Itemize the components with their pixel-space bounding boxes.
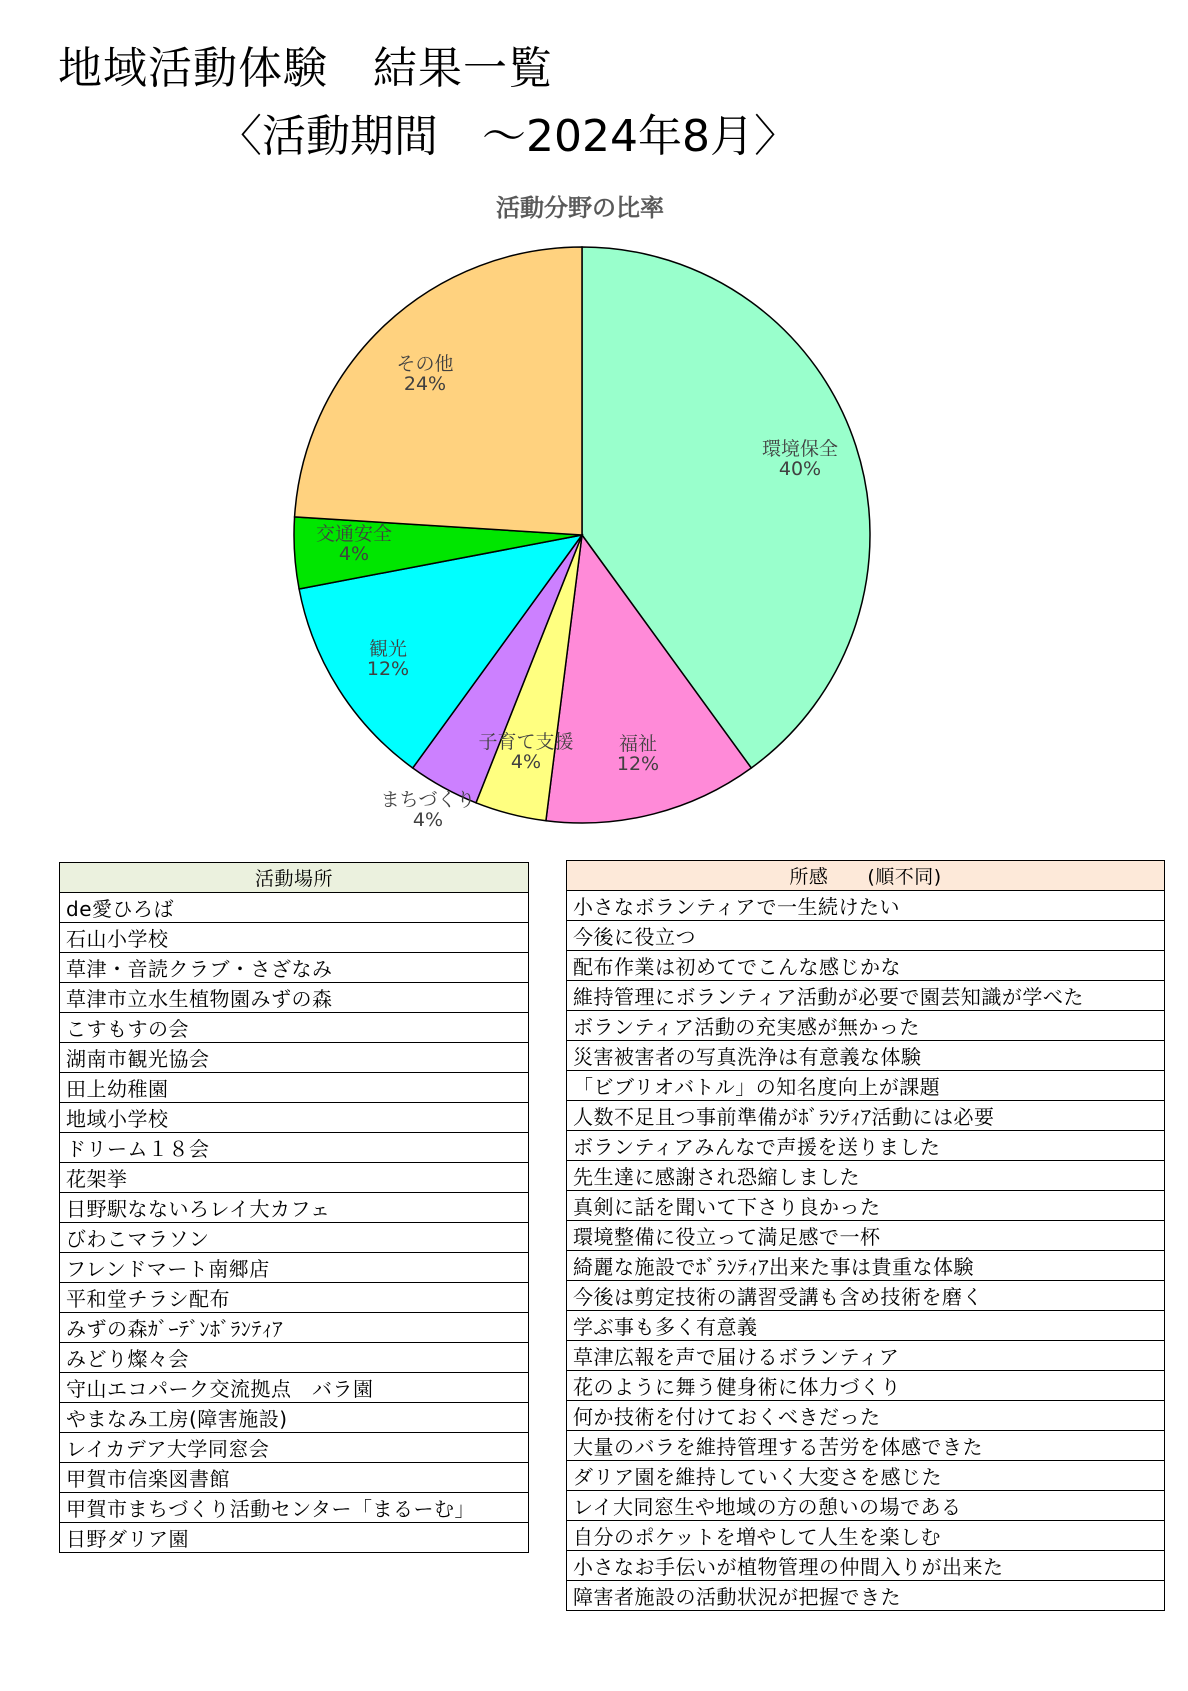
place-row-cell: 日野駅なないろレイ大カフェ	[60, 1193, 529, 1223]
slice-label-0: 環境保全	[761, 438, 839, 460]
slice-label-3: まちづくり	[380, 789, 476, 811]
slice-label-5: 交通安全	[315, 523, 393, 545]
place-row-cell: 草津・音読クラブ・さざなみ	[60, 953, 529, 983]
note-row-cell: 障害者施設の活動状況が把握できた	[567, 1581, 1165, 1611]
chart-title: 活動分野の比率	[496, 194, 664, 222]
place-row	[60, 1073, 529, 1103]
place-row-cell: 平和堂チラシ配布	[60, 1283, 529, 1313]
place-row-cell: みどり燦々会	[60, 1343, 529, 1373]
slice-value-label-1: 12%	[616, 753, 660, 775]
note-row-cell: ボランティア活動の充実感が無かった	[567, 1011, 1165, 1041]
place-row-cell: 田上幼稚園	[60, 1073, 529, 1103]
note-row	[567, 1221, 1165, 1251]
places-table-header: 活動場所	[60, 863, 529, 893]
place-row	[60, 1373, 529, 1403]
note-row-cell: 自分のポケットを増やして人生を楽しむ	[567, 1521, 1165, 1551]
notes-table-header: 所感 (順不同)	[567, 861, 1165, 891]
note-row	[567, 1581, 1165, 1611]
place-row	[60, 1493, 529, 1523]
note-row	[567, 1041, 1165, 1071]
note-row	[567, 1131, 1165, 1161]
slice-value-label-3: 4%	[412, 809, 444, 831]
note-row-cell: 花のように舞う健身術に体力づくり	[567, 1371, 1165, 1401]
note-row-cell: ボランティアみんなで声援を送りました	[567, 1131, 1165, 1161]
place-row-cell: 湖南市観光協会	[60, 1043, 529, 1073]
slice-label-6: その他	[396, 353, 454, 375]
note-row	[567, 1101, 1165, 1131]
place-row	[60, 1043, 529, 1073]
slice-value-label-6: 24%	[403, 373, 447, 395]
place-row-cell: 地域小学校	[60, 1103, 529, 1133]
place-row	[60, 1343, 529, 1373]
note-row-cell: 綺麗な施設でﾎﾞﾗﾝﾃｨｱ出来た事は貴重な体験	[567, 1251, 1165, 1281]
place-row-cell: 守山エコパーク交流拠点 バラ園	[60, 1373, 529, 1403]
place-row-cell: やまなみ工房(障害施設)	[60, 1403, 529, 1433]
note-row	[567, 1521, 1165, 1551]
slice-value-label-4: 12%	[366, 658, 410, 680]
place-row	[60, 1253, 529, 1283]
note-row-cell: 何か技術を付けておくべきだった	[567, 1401, 1165, 1431]
place-row-cell: 甲賀市信楽図書館	[60, 1463, 529, 1493]
slice-value-label-5: 4%	[338, 543, 370, 565]
place-row-cell: こすもすの会	[60, 1013, 529, 1043]
note-row	[567, 891, 1165, 921]
note-row	[567, 1191, 1165, 1221]
note-row	[567, 1251, 1165, 1281]
page-subtitle: 〈活動期間 ～2024年8月〉	[218, 111, 798, 162]
note-row-cell: 「ビブリオバトル」の知名度向上が課題	[567, 1071, 1165, 1101]
note-row-cell: 維持管理にボランティア活動が必要で園芸知識が学べた	[567, 981, 1165, 1011]
slice-label-4: 観光	[368, 638, 408, 660]
note-row-cell: 小さなボランティアで一生続けたい	[567, 891, 1165, 921]
place-row-cell: 日野ダリア園	[60, 1523, 529, 1553]
note-row	[567, 1311, 1165, 1341]
place-row	[60, 1013, 529, 1043]
slice-label-1: 福祉	[618, 733, 658, 755]
place-row-cell: 花架挙	[60, 1163, 529, 1193]
places-table	[59, 862, 529, 1553]
note-row	[567, 1491, 1165, 1521]
note-row	[567, 981, 1165, 1011]
note-row-cell: 今後は剪定技術の講習受講も含め技術を磨く	[567, 1281, 1165, 1311]
place-row-cell: 甲賀市まちづくり活動センター「まるーむ」	[60, 1493, 529, 1523]
slice-value-label-2: 4%	[510, 751, 542, 773]
note-row	[567, 1371, 1165, 1401]
place-row	[60, 1133, 529, 1163]
slice-value-label-0: 40%	[778, 458, 822, 480]
note-row	[567, 1341, 1165, 1371]
note-row	[567, 1071, 1165, 1101]
note-row-cell: 先生達に感謝され恐縮しました	[567, 1161, 1165, 1191]
place-row	[60, 1193, 529, 1223]
place-row	[60, 1313, 529, 1343]
place-row	[60, 1283, 529, 1313]
page-title: 地域活動体験 結果一覧	[58, 43, 553, 94]
note-row	[567, 1401, 1165, 1431]
place-row	[60, 1463, 529, 1493]
place-row	[60, 1163, 529, 1193]
note-row-cell: 環境整備に役立って満足感で一杯	[567, 1221, 1165, 1251]
place-row	[60, 983, 529, 1013]
note-row-cell: 小さなお手伝いが植物管理の仲間入りが出来た	[567, 1551, 1165, 1581]
place-row	[60, 1433, 529, 1463]
note-row-cell: ダリア園を維持していく大変さを感じた	[567, 1461, 1165, 1491]
note-row	[567, 921, 1165, 951]
place-row-cell: ドリーム１８会	[60, 1133, 529, 1163]
note-row	[567, 1011, 1165, 1041]
place-row	[60, 953, 529, 983]
place-row-cell: みずの森ｶﾞｰﾃﾞﾝﾎﾞﾗﾝﾃｨｱ	[60, 1313, 529, 1343]
note-row	[567, 951, 1165, 981]
note-row-cell: 人数不足且つ事前準備がﾎﾞﾗﾝﾃｨｱ活動には必要	[567, 1101, 1165, 1131]
place-row	[60, 1103, 529, 1133]
note-row-cell: 配布作業は初めてでこんな感じかな	[567, 951, 1165, 981]
note-row-cell: 今後に役立つ	[567, 921, 1165, 951]
place-row-cell: びわこマラソン	[60, 1223, 529, 1253]
note-row-cell: 真剣に話を聞いて下さり良かった	[567, 1191, 1165, 1221]
note-row-cell: レイ大同窓生や地域の方の憩いの場である	[567, 1491, 1165, 1521]
place-row-cell: 草津市立水生植物園みずの森	[60, 983, 529, 1013]
place-row	[60, 893, 529, 923]
place-row-cell: フレンドマート南郷店	[60, 1253, 529, 1283]
notes-table	[566, 860, 1165, 1611]
place-row	[60, 1403, 529, 1433]
note-row	[567, 1281, 1165, 1311]
note-row	[567, 1431, 1165, 1461]
note-row	[567, 1161, 1165, 1191]
place-row-cell: レイカデア大学同窓会	[60, 1433, 529, 1463]
note-row-cell: 草津広報を声で届けるボランティア	[567, 1341, 1165, 1371]
place-row-cell: 石山小学校	[60, 923, 529, 953]
slice-label-2: 子育て支援	[478, 731, 574, 753]
note-row	[567, 1461, 1165, 1491]
note-row-cell: 大量のバラを維持管理する苦労を体感できた	[567, 1431, 1165, 1461]
place-row-cell: de愛ひろば	[60, 893, 529, 923]
note-row	[567, 1551, 1165, 1581]
note-row-cell: 災害被害者の写真洗浄は有意義な体験	[567, 1041, 1165, 1071]
place-row	[60, 1523, 529, 1553]
place-row	[60, 1223, 529, 1253]
note-row-cell: 学ぶ事も多く有意義	[567, 1311, 1165, 1341]
place-row	[60, 923, 529, 953]
